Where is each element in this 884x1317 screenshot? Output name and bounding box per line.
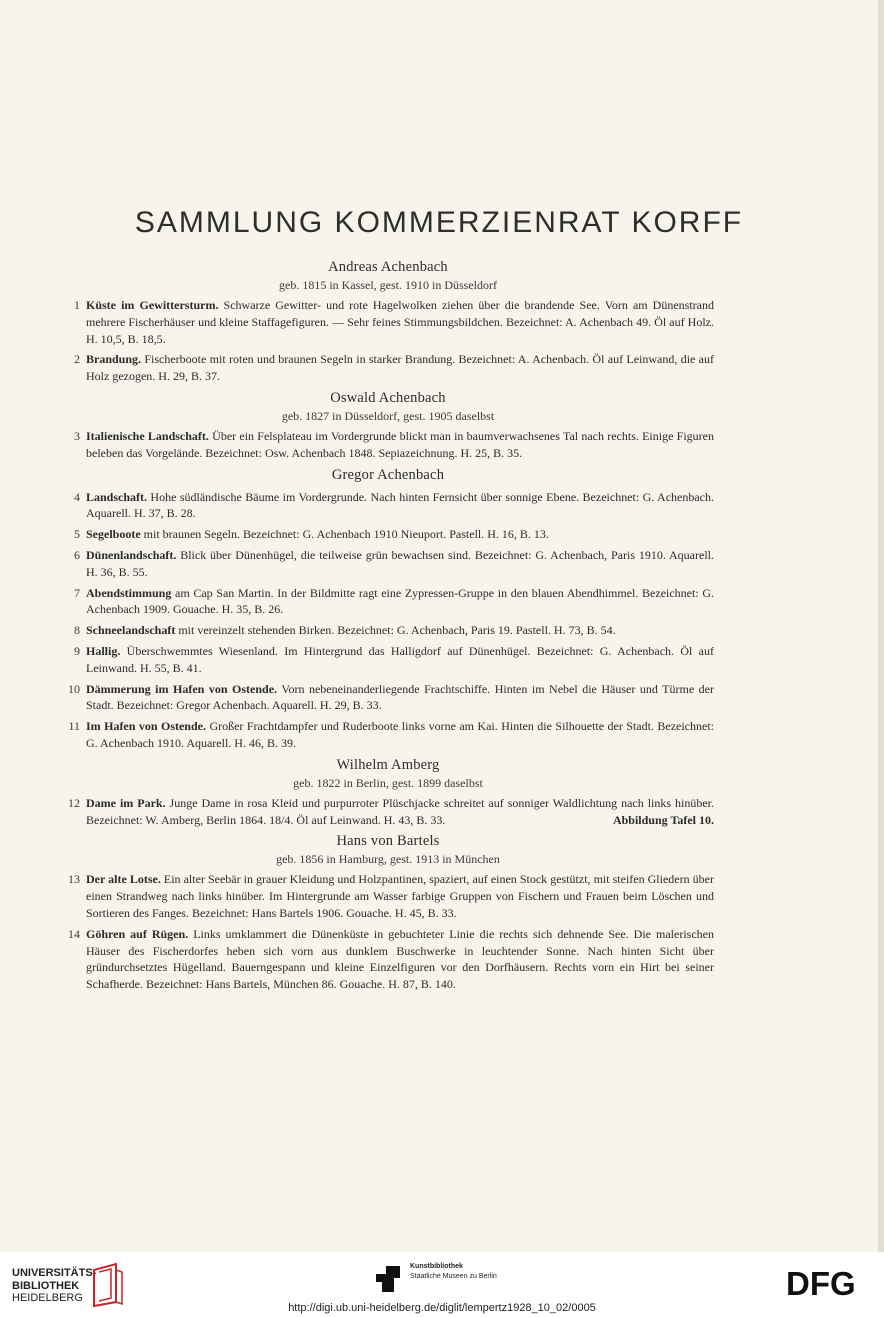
entry-description: Ein alter Seebär in grauer Kleidung und Holzpantinen, spaziert, auf einen Stock gestützt, mit steifen Gliedern über einen Strandweg nach links hinüber. Im Hintergrunde am Wasser farbige Gruppen von Fischern und Frauen beim Löschen und Sortieren des Fanges. Bezeichnet: Hans Bartels 1906. Gouache. H. 45, B. 33. <box>86 872 714 920</box>
ub-heidelberg-logo-text[interactable] <box>12 1267 96 1305</box>
entry-description: Blick über Dünenhügel, die teilweise grün bewachsen sind. Bezeichnet: G. Achenbach, Paris 1910. Aquarell. H. 36, B. 55. <box>86 547 714 579</box>
entry-number: 1 <box>74 298 80 312</box>
catalog-entry <box>62 297 714 347</box>
catalog-entry <box>62 643 714 677</box>
catalog-entry <box>62 795 714 829</box>
footer-bar <box>0 1252 884 1317</box>
entry-description: mit braunen Segeln. Bezeichnet: G. Achenbach 1910 Nieuport. Pastell. H. 16, B. 13. <box>140 527 549 542</box>
entry-number: 9 <box>74 643 80 658</box>
artist-block <box>62 389 714 424</box>
entry-number: 12 <box>68 795 80 810</box>
entry-title: Landschaft. <box>86 489 148 504</box>
ub-line-2: BIBLIOTHEK <box>12 1279 80 1292</box>
catalog-entry <box>62 871 714 921</box>
artist-life-dates: geb. 1815 in Kassel, gest. 1910 in Düsseldorf <box>279 278 497 292</box>
entry-number: 13 <box>68 872 80 887</box>
catalog-entry <box>62 622 714 639</box>
artist-block <box>62 756 714 791</box>
entry-title: Im Hafen von Ostende. <box>86 719 206 734</box>
entry-description: Schwarze Gewitter- und rote Hagelwolken ziehen über die brandende See. Vorn am Dünenstrand mehrere Fischerhäuser und kleine Staffagefiguren. — Sehr feines Stimmungsbildchen. Bezeichnet: A. Achenbach 49. Öl auf Holz. H. 10,5, B. 18,5. <box>86 298 714 346</box>
entry-title: Hallig. <box>86 643 121 658</box>
artist-name: Andreas Achenbach <box>328 259 448 275</box>
entry-description: Großer Frachtdampfer und Ruderboote links vorne am Kai. Hinten die Silhouette der Stadt. Bezeichnet: G. Achenbach 1910. Aquarell. H. 46, B. 39. <box>86 719 714 750</box>
entry-title: Göhren auf Rügen. <box>86 926 189 941</box>
entry-description: Vorn nebeneinanderliegende Frachtschiffe. Hinten im Nebel die Häuser und Türme der Stadt. Bezeichnet: Gregor Achenbach. Aquarell. H. 29, B. 33. <box>86 681 714 713</box>
entry-description: mit vereinzelt stehenden Birken. Bezeichnet: G. Achenbach, Paris 19. Pastell. H. 73, B. 54. <box>175 623 616 638</box>
ub-line-3: HEIDELBERG <box>12 1292 83 1304</box>
catalog-entry <box>62 585 714 619</box>
entry-description: Junge Dame in rosa Kleid und purpurroter Plüschjacke schreitet auf sonniger Waldlichtung nach links hinüber. Bezeichnet: W. Amberg, Berlin 1864. 18/4. Öl auf Leinwand. H. 43, B. 33. <box>86 795 714 827</box>
entry-number: 14 <box>68 926 80 941</box>
plate-reference: Abbildung Tafel 10. <box>612 812 714 827</box>
artist-block <box>62 466 714 485</box>
entry-title: Dämmerung im Hafen von Ostende. <box>86 681 278 696</box>
permalink-url[interactable]: http://digi.ub.uni-heidelberg.de/diglit/lempertz1928_10_02/0005 <box>288 1302 596 1314</box>
catalog-entry <box>62 351 714 385</box>
catalog-entry <box>62 926 714 993</box>
entry-description: Hohe südländische Bäume im Vordergrunde. Nach hinten Fernsicht über sonnige Ebene. Bezeichnet: G. Achenbach. Aquarell. H. 37, B. 28. <box>86 489 714 521</box>
kunstbibliothek-logo-text[interactable] <box>410 1262 497 1282</box>
entry-title: Küste im Gewittersturm. <box>86 298 219 312</box>
kb-subtitle: Staatliche Museen zu Berlin <box>410 1273 497 1280</box>
catalog-content <box>62 258 714 997</box>
page-edge <box>878 0 884 1252</box>
artist-block <box>62 832 714 867</box>
catalog-entry <box>62 526 714 543</box>
artist-life-dates: geb. 1822 in Berlin, gest. 1899 daselbst <box>293 775 483 790</box>
catalog-entry <box>62 547 714 581</box>
entry-description: Überschwemmtes Wiesenland. Im Hintergrund das Halligdorf auf Dünenhügel. Bezeichnet: G. Achenbach. Öl auf Leinwand. H. 55, B. 41. <box>86 643 714 675</box>
artist-name: Hans von Bartels <box>336 833 440 850</box>
ub-line-1: UNIVERSITÄTS- <box>12 1267 97 1279</box>
catalog-entry <box>62 428 714 462</box>
entry-number: 10 <box>68 681 80 696</box>
entry-number: 5 <box>74 527 80 542</box>
dfg-logo[interactable]: DFG <box>786 1265 856 1302</box>
entry-description: Über ein Felsplateau im Vordergrunde blickt man in baumverwachsenes Tal nach rechts. Einige Figuren beleben das Vorgelände. Bezeichnet: Osw. Achenbach 1848. Sepiazeichnung. H. 25, B. 35. <box>86 428 714 460</box>
entry-title: Brandung. <box>86 352 142 367</box>
entry-number: 7 <box>74 585 80 600</box>
artist-name: Gregor Achenbach <box>331 466 445 483</box>
kb-name: Kunstbibliothek <box>410 1263 463 1270</box>
kunstbibliothek-logo-icon <box>374 1264 402 1294</box>
entry-number: 6 <box>74 547 80 562</box>
catalog-entry <box>62 718 714 752</box>
artist-name: Wilhelm Amberg <box>336 756 440 773</box>
artist-block <box>62 258 714 293</box>
artist-life-dates: geb. 1827 in Düsseldorf, gest. 1905 daselbst <box>281 408 495 423</box>
entry-number: 4 <box>74 489 80 504</box>
entry-description: Links umklammert die Dünenküste in gebuchteter Linie die rechts sich dehnende See. Die malerischen Häuser des Fischerdorfes heben sich vorn aus dunklem Buschwerke in leuchtender Sonne. Nach hinten Sicht über gründurchsetztes Hügelland. Bauerngespann und kleine Einzelfiguren vor den Dorfhäusern. Rechts vorn ein Hirt bei seiner Schafherde. Bezeichnet: Hans Bartels, München 86. Gouache. H. 87, B. 140. <box>86 926 714 992</box>
entry-number: 8 <box>74 623 80 638</box>
entry-title: Segelboote <box>86 527 141 542</box>
entry-title: Dünenlandschaft. <box>86 547 177 562</box>
catalog-entry <box>62 681 714 715</box>
entry-number: 3 <box>74 428 80 443</box>
artist-life-dates: geb. 1856 in Hamburg, gest. 1913 in München <box>276 852 500 867</box>
entry-title: Abendstimmung <box>86 585 172 600</box>
catalog-entry <box>62 489 714 523</box>
entry-description: am Cap San Martin. In der Bildmitte ragt eine Zypressen-Gruppe in den blauen Abendhimmel. Bezeichnet: G. Achenbach 1909. Gouache. H. 35, B. 26. <box>86 585 714 617</box>
entry-title: Dame im Park. <box>86 795 166 810</box>
entry-number: 2 <box>74 352 80 367</box>
entry-number: 11 <box>68 719 80 734</box>
entry-description: Fischerboote mit roten und braunen Segeln in starker Brandung. Bezeichnet: A. Achenbach. Öl auf Leinwand, die auf Holz gezogen. H. 29, B. 37. <box>86 352 714 384</box>
page-heading: SAMMLUNG KOMMERZIENRAT KORFF <box>134 206 744 240</box>
artist-name: Oswald Achenbach <box>330 389 446 406</box>
entry-title: Schneelandschaft <box>86 623 176 638</box>
entry-title: Italienische Landschaft. <box>86 428 209 443</box>
entry-title: Der alte Lotse. <box>86 872 161 887</box>
